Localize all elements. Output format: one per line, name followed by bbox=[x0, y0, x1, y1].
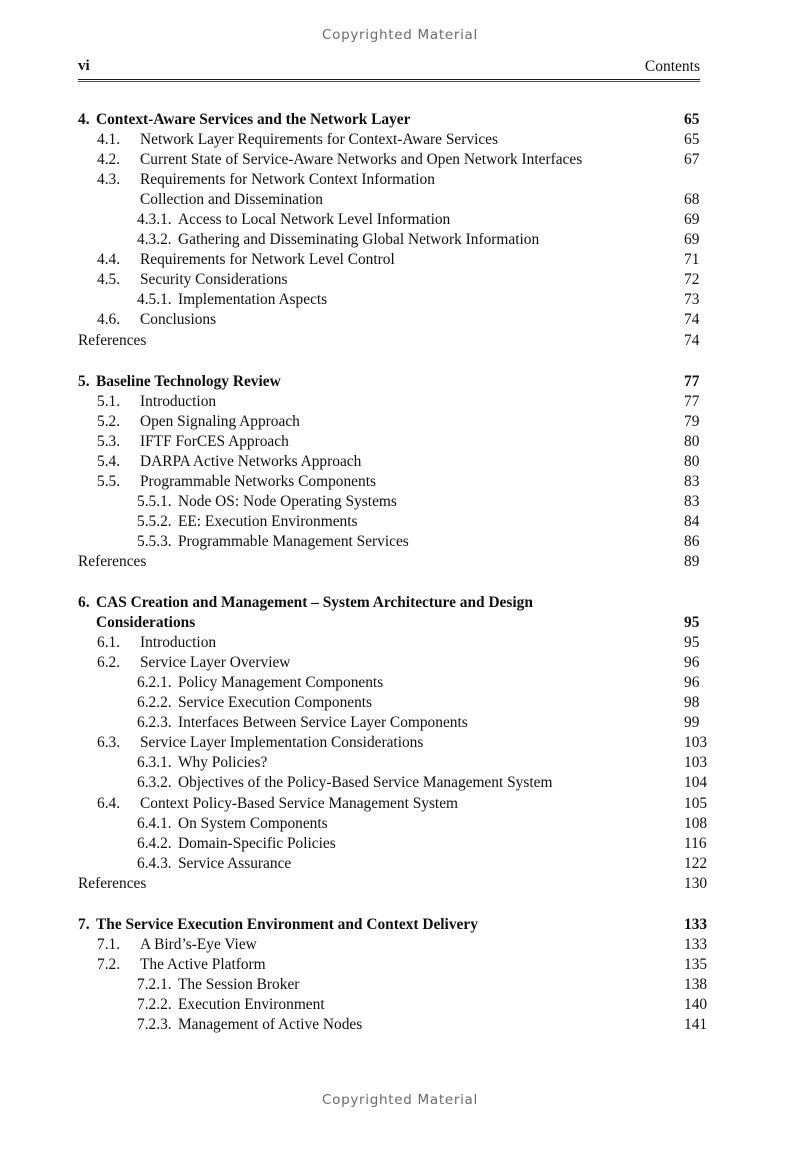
toc-entry-title: The Session Broker bbox=[178, 975, 300, 993]
toc-entry-title: Programmable Networks Components bbox=[140, 472, 376, 490]
toc-entry[interactable] bbox=[78, 733, 718, 753]
copyright-watermark-top: Copyrighted Material bbox=[322, 27, 478, 43]
toc-entry-number: 7.2.1. bbox=[137, 975, 172, 993]
toc-entry-page-number: 83 bbox=[684, 492, 700, 510]
toc-entry-title: Baseline Technology Review bbox=[96, 372, 281, 390]
toc-entry-title: CAS Creation and Management – System Architecture and Design bbox=[96, 594, 533, 612]
toc-entry-page-number: 96 bbox=[684, 654, 700, 672]
toc-entry-number: 4. bbox=[78, 111, 90, 128]
toc-entry[interactable] bbox=[78, 170, 718, 190]
toc-entry[interactable] bbox=[78, 935, 718, 955]
toc-entry-page-number: 65 bbox=[684, 111, 700, 128]
toc-entry-number: 7. bbox=[78, 915, 90, 933]
toc-entry-page-number: 83 bbox=[684, 472, 700, 490]
copyright-watermark-bottom: Copyrighted Material bbox=[322, 1092, 478, 1108]
toc-entry-title: Access to Local Network Level Information bbox=[178, 211, 451, 229]
toc-entry[interactable] bbox=[78, 310, 718, 330]
toc-entry[interactable] bbox=[78, 1015, 718, 1035]
toc-entry-title: EE: Execution Environments bbox=[178, 512, 358, 530]
toc-entry-page-number: 140 bbox=[684, 995, 708, 1013]
page-folio: vi bbox=[78, 58, 90, 74]
toc-entry-page-number: 80 bbox=[684, 432, 700, 450]
toc-entry-number: 5.1. bbox=[97, 392, 121, 410]
toc-entry[interactable] bbox=[78, 452, 718, 472]
toc-entry-page-number: 69 bbox=[684, 231, 700, 249]
toc-entry[interactable] bbox=[78, 975, 718, 995]
toc-entry[interactable] bbox=[78, 150, 718, 170]
toc-entry-title: Service Layer Overview bbox=[140, 654, 291, 672]
toc-entry-number: 6.3. bbox=[97, 734, 121, 752]
toc-entry-title: The Active Platform bbox=[140, 955, 266, 973]
toc-entry-number: 6.2.1. bbox=[137, 674, 172, 692]
toc-entry[interactable] bbox=[78, 673, 718, 693]
toc-entry-title: Interfaces Between Service Layer Components bbox=[178, 714, 468, 732]
toc-entry[interactable] bbox=[78, 250, 718, 270]
toc-entry-number: 5.3. bbox=[97, 432, 121, 450]
toc-entry-page-number: 79 bbox=[684, 412, 700, 430]
toc-entry-page-number: 135 bbox=[684, 955, 708, 973]
toc-entry-number: 5.5.1. bbox=[137, 492, 172, 510]
toc-entry-title: References bbox=[78, 331, 147, 349]
toc-entry-title: DARPA Active Networks Approach bbox=[140, 452, 362, 470]
toc-entry[interactable] bbox=[78, 854, 718, 874]
toc-entry-page-number: 95 bbox=[684, 634, 700, 652]
toc-entry-number: 5.5.2. bbox=[137, 512, 172, 530]
toc-entry-page-number: 67 bbox=[684, 151, 700, 169]
toc-entry[interactable] bbox=[78, 290, 718, 310]
toc-entry-title: Considerations bbox=[96, 614, 196, 632]
toc-entry[interactable] bbox=[78, 794, 718, 814]
toc-entry[interactable] bbox=[78, 110, 718, 130]
toc-entry-page-number: 73 bbox=[684, 291, 700, 309]
toc-entry-title: Node OS: Node Operating Systems bbox=[178, 492, 397, 510]
toc-entry-page-number: 74 bbox=[684, 331, 700, 349]
toc-entry-number: 7.2.2. bbox=[137, 995, 172, 1013]
toc-entry[interactable] bbox=[78, 190, 718, 210]
toc-chapter-block bbox=[78, 110, 718, 351]
toc-entry-number: 6.4.2. bbox=[137, 834, 172, 852]
toc-entry-page-number: 74 bbox=[684, 311, 700, 329]
toc-entry-title: The Service Execution Environment and Context Delivery bbox=[96, 915, 478, 933]
toc-entry-title: Service Layer Implementation Considerations bbox=[140, 734, 424, 752]
toc-entry-page-number: 95 bbox=[684, 614, 700, 632]
toc-entry-title: Introduction bbox=[140, 634, 217, 652]
toc-entry-page-number: 133 bbox=[684, 915, 708, 933]
toc-entry-number: 4.5. bbox=[97, 271, 121, 289]
toc-entry[interactable] bbox=[78, 130, 718, 150]
toc-entry-page-number: 80 bbox=[684, 452, 700, 470]
toc-entry-title: References bbox=[78, 552, 147, 570]
toc-entry-number: 6. bbox=[78, 594, 90, 612]
toc-entry-number: 6.2.2. bbox=[137, 694, 172, 712]
toc-entry[interactable] bbox=[78, 210, 718, 230]
toc-entry[interactable] bbox=[78, 552, 718, 572]
toc-entry-number: 7.1. bbox=[97, 935, 121, 953]
toc-entry-page-number: 133 bbox=[684, 935, 708, 953]
toc-entry-title: Implementation Aspects bbox=[178, 291, 328, 309]
toc-entry-number: 5.4. bbox=[97, 452, 121, 470]
table-of-contents bbox=[78, 110, 718, 1035]
toc-entry-title: Current State of Service-Aware Networks and Open Network Interfaces bbox=[140, 151, 583, 169]
toc-entry-title: A Bird’s-Eye View bbox=[140, 935, 257, 953]
toc-entry-title: Programmable Management Services bbox=[178, 532, 409, 550]
toc-entry-number: 4.1. bbox=[97, 131, 121, 149]
toc-entry-title: Network Layer Requirements for Context-Aware Services bbox=[140, 131, 499, 149]
toc-entry-number: 5.2. bbox=[97, 412, 121, 430]
toc-entry-page-number: 96 bbox=[684, 674, 700, 692]
toc-entry-page-number: 72 bbox=[684, 271, 700, 289]
toc-entry-number: 6.1. bbox=[97, 634, 121, 652]
toc-entry[interactable] bbox=[78, 331, 718, 351]
toc-entry-number: 4.2. bbox=[97, 151, 121, 169]
toc-entry-title: Management of Active Nodes bbox=[178, 1015, 363, 1033]
toc-entry-page-number: 86 bbox=[684, 532, 700, 550]
toc-entry[interactable] bbox=[78, 693, 718, 713]
toc-entry-number: 5. bbox=[78, 372, 90, 390]
toc-entry-number: 4.3. bbox=[97, 171, 121, 189]
toc-entry[interactable] bbox=[78, 834, 718, 854]
toc-entry[interactable] bbox=[78, 593, 718, 613]
toc-entry[interactable] bbox=[78, 814, 718, 834]
header-divider bbox=[78, 79, 700, 80]
toc-entry-page-number: 65 bbox=[684, 131, 700, 149]
toc-entry-page-number: 99 bbox=[684, 714, 700, 732]
toc-entry-title: Introduction bbox=[140, 392, 217, 410]
toc-entry[interactable] bbox=[78, 432, 718, 452]
toc-entry-title: Requirements for Network Level Control bbox=[140, 251, 395, 269]
toc-entry-title: Context Policy-Based Service Management System bbox=[140, 794, 459, 812]
toc-entry-page-number: 77 bbox=[684, 372, 700, 390]
toc-entry-title: Execution Environment bbox=[178, 995, 325, 1013]
toc-entry[interactable] bbox=[78, 955, 718, 975]
toc-entry-title: IFTF ForCES Approach bbox=[140, 432, 289, 450]
toc-entry-title: Gathering and Disseminating Global Network Information bbox=[178, 231, 540, 249]
toc-entry-page-number: 68 bbox=[684, 191, 700, 209]
toc-entry-page-number: 89 bbox=[684, 552, 700, 570]
toc-chapter-block bbox=[78, 372, 718, 572]
toc-entry-number: 4.3.1. bbox=[137, 211, 172, 229]
toc-entry-title: On System Components bbox=[178, 814, 328, 832]
toc-entry-page-number: 108 bbox=[684, 814, 708, 832]
toc-entry-page-number: 69 bbox=[684, 211, 700, 229]
toc-entry[interactable] bbox=[78, 653, 718, 673]
toc-entry-page-number: 138 bbox=[684, 975, 708, 993]
toc-entry[interactable] bbox=[78, 412, 718, 432]
toc-entry-title: Context-Aware Services and the Network Layer bbox=[96, 111, 411, 128]
toc-entry[interactable] bbox=[78, 995, 718, 1015]
toc-entry-page-number: 116 bbox=[684, 834, 707, 852]
toc-entry-number: 4.4. bbox=[97, 251, 121, 269]
toc-entry-number: 4.3.2. bbox=[137, 231, 172, 249]
toc-entry-page-number: 104 bbox=[684, 774, 708, 792]
toc-entry-title: Open Signaling Approach bbox=[140, 412, 300, 430]
toc-entry-number: 6.4. bbox=[97, 794, 121, 812]
page-title: Contents bbox=[644, 58, 700, 75]
toc-entry-number: 5.5.3. bbox=[137, 532, 172, 550]
toc-entry-number: 4.5.1. bbox=[137, 291, 172, 309]
toc-entry-title: Requirements for Network Context Information bbox=[140, 171, 435, 189]
toc-entry-page-number: 105 bbox=[684, 794, 708, 812]
toc-entry[interactable] bbox=[78, 532, 718, 552]
toc-entry-number: 6.4.1. bbox=[137, 814, 172, 832]
toc-entry-number: 7.2. bbox=[97, 955, 121, 973]
toc-entry-number: 6.3.1. bbox=[137, 754, 172, 772]
toc-entry-number: 6.4.3. bbox=[137, 854, 172, 872]
running-head bbox=[78, 58, 700, 78]
toc-entry[interactable] bbox=[78, 392, 718, 412]
toc-entry-title: Conclusions bbox=[140, 311, 217, 329]
toc-entry-page-number: 130 bbox=[684, 874, 708, 892]
toc-entry-number: 5.5. bbox=[97, 472, 121, 490]
toc-entry[interactable] bbox=[78, 753, 718, 773]
toc-entry-number: 6.2. bbox=[97, 654, 121, 672]
toc-entry-title: Security Considerations bbox=[140, 271, 288, 289]
toc-entry[interactable] bbox=[78, 372, 718, 392]
toc-entry-number: 6.2.3. bbox=[137, 714, 172, 732]
toc-entry[interactable] bbox=[78, 492, 718, 512]
toc-entry-title: Objectives of the Policy-Based Service Management System bbox=[178, 774, 553, 792]
toc-entry-title: Service Assurance bbox=[178, 854, 292, 872]
toc-entry[interactable] bbox=[78, 230, 718, 250]
toc-entry-number: 6.3.2. bbox=[137, 774, 172, 792]
toc-entry-page-number: 98 bbox=[684, 694, 700, 712]
toc-entry[interactable] bbox=[78, 915, 718, 935]
toc-entry[interactable] bbox=[78, 633, 718, 653]
toc-entry-page-number: 122 bbox=[684, 854, 708, 872]
toc-entry-page-number: 71 bbox=[684, 251, 700, 269]
toc-entry[interactable] bbox=[78, 472, 718, 492]
toc-entry[interactable] bbox=[78, 270, 718, 290]
toc-entry-title: References bbox=[78, 874, 147, 892]
toc-entry-title: Collection and Dissemination bbox=[140, 191, 323, 209]
toc-entry[interactable] bbox=[78, 613, 718, 633]
toc-entry-title: Service Execution Components bbox=[178, 694, 373, 712]
toc-entry-page-number: 103 bbox=[684, 754, 708, 772]
toc-entry[interactable] bbox=[78, 512, 718, 532]
toc-entry-title: Policy Management Components bbox=[178, 674, 384, 692]
toc-entry[interactable] bbox=[78, 713, 718, 733]
toc-entry-page-number: 141 bbox=[684, 1015, 708, 1033]
toc-entry[interactable] bbox=[78, 773, 718, 793]
toc-entry-number: 4.6. bbox=[97, 311, 121, 329]
toc-entry-title: Domain-Specific Policies bbox=[178, 834, 336, 852]
toc-entry-page-number: 77 bbox=[684, 392, 700, 410]
toc-entry-page-number: 84 bbox=[684, 512, 700, 530]
toc-entry-number: 7.2.3. bbox=[137, 1015, 172, 1033]
toc-entry[interactable] bbox=[78, 874, 718, 894]
toc-chapter-block bbox=[78, 593, 718, 894]
toc-chapter-block bbox=[78, 915, 718, 1035]
toc-entry-title: Why Policies? bbox=[178, 754, 268, 772]
toc-entry-page-number: 103 bbox=[684, 734, 708, 752]
